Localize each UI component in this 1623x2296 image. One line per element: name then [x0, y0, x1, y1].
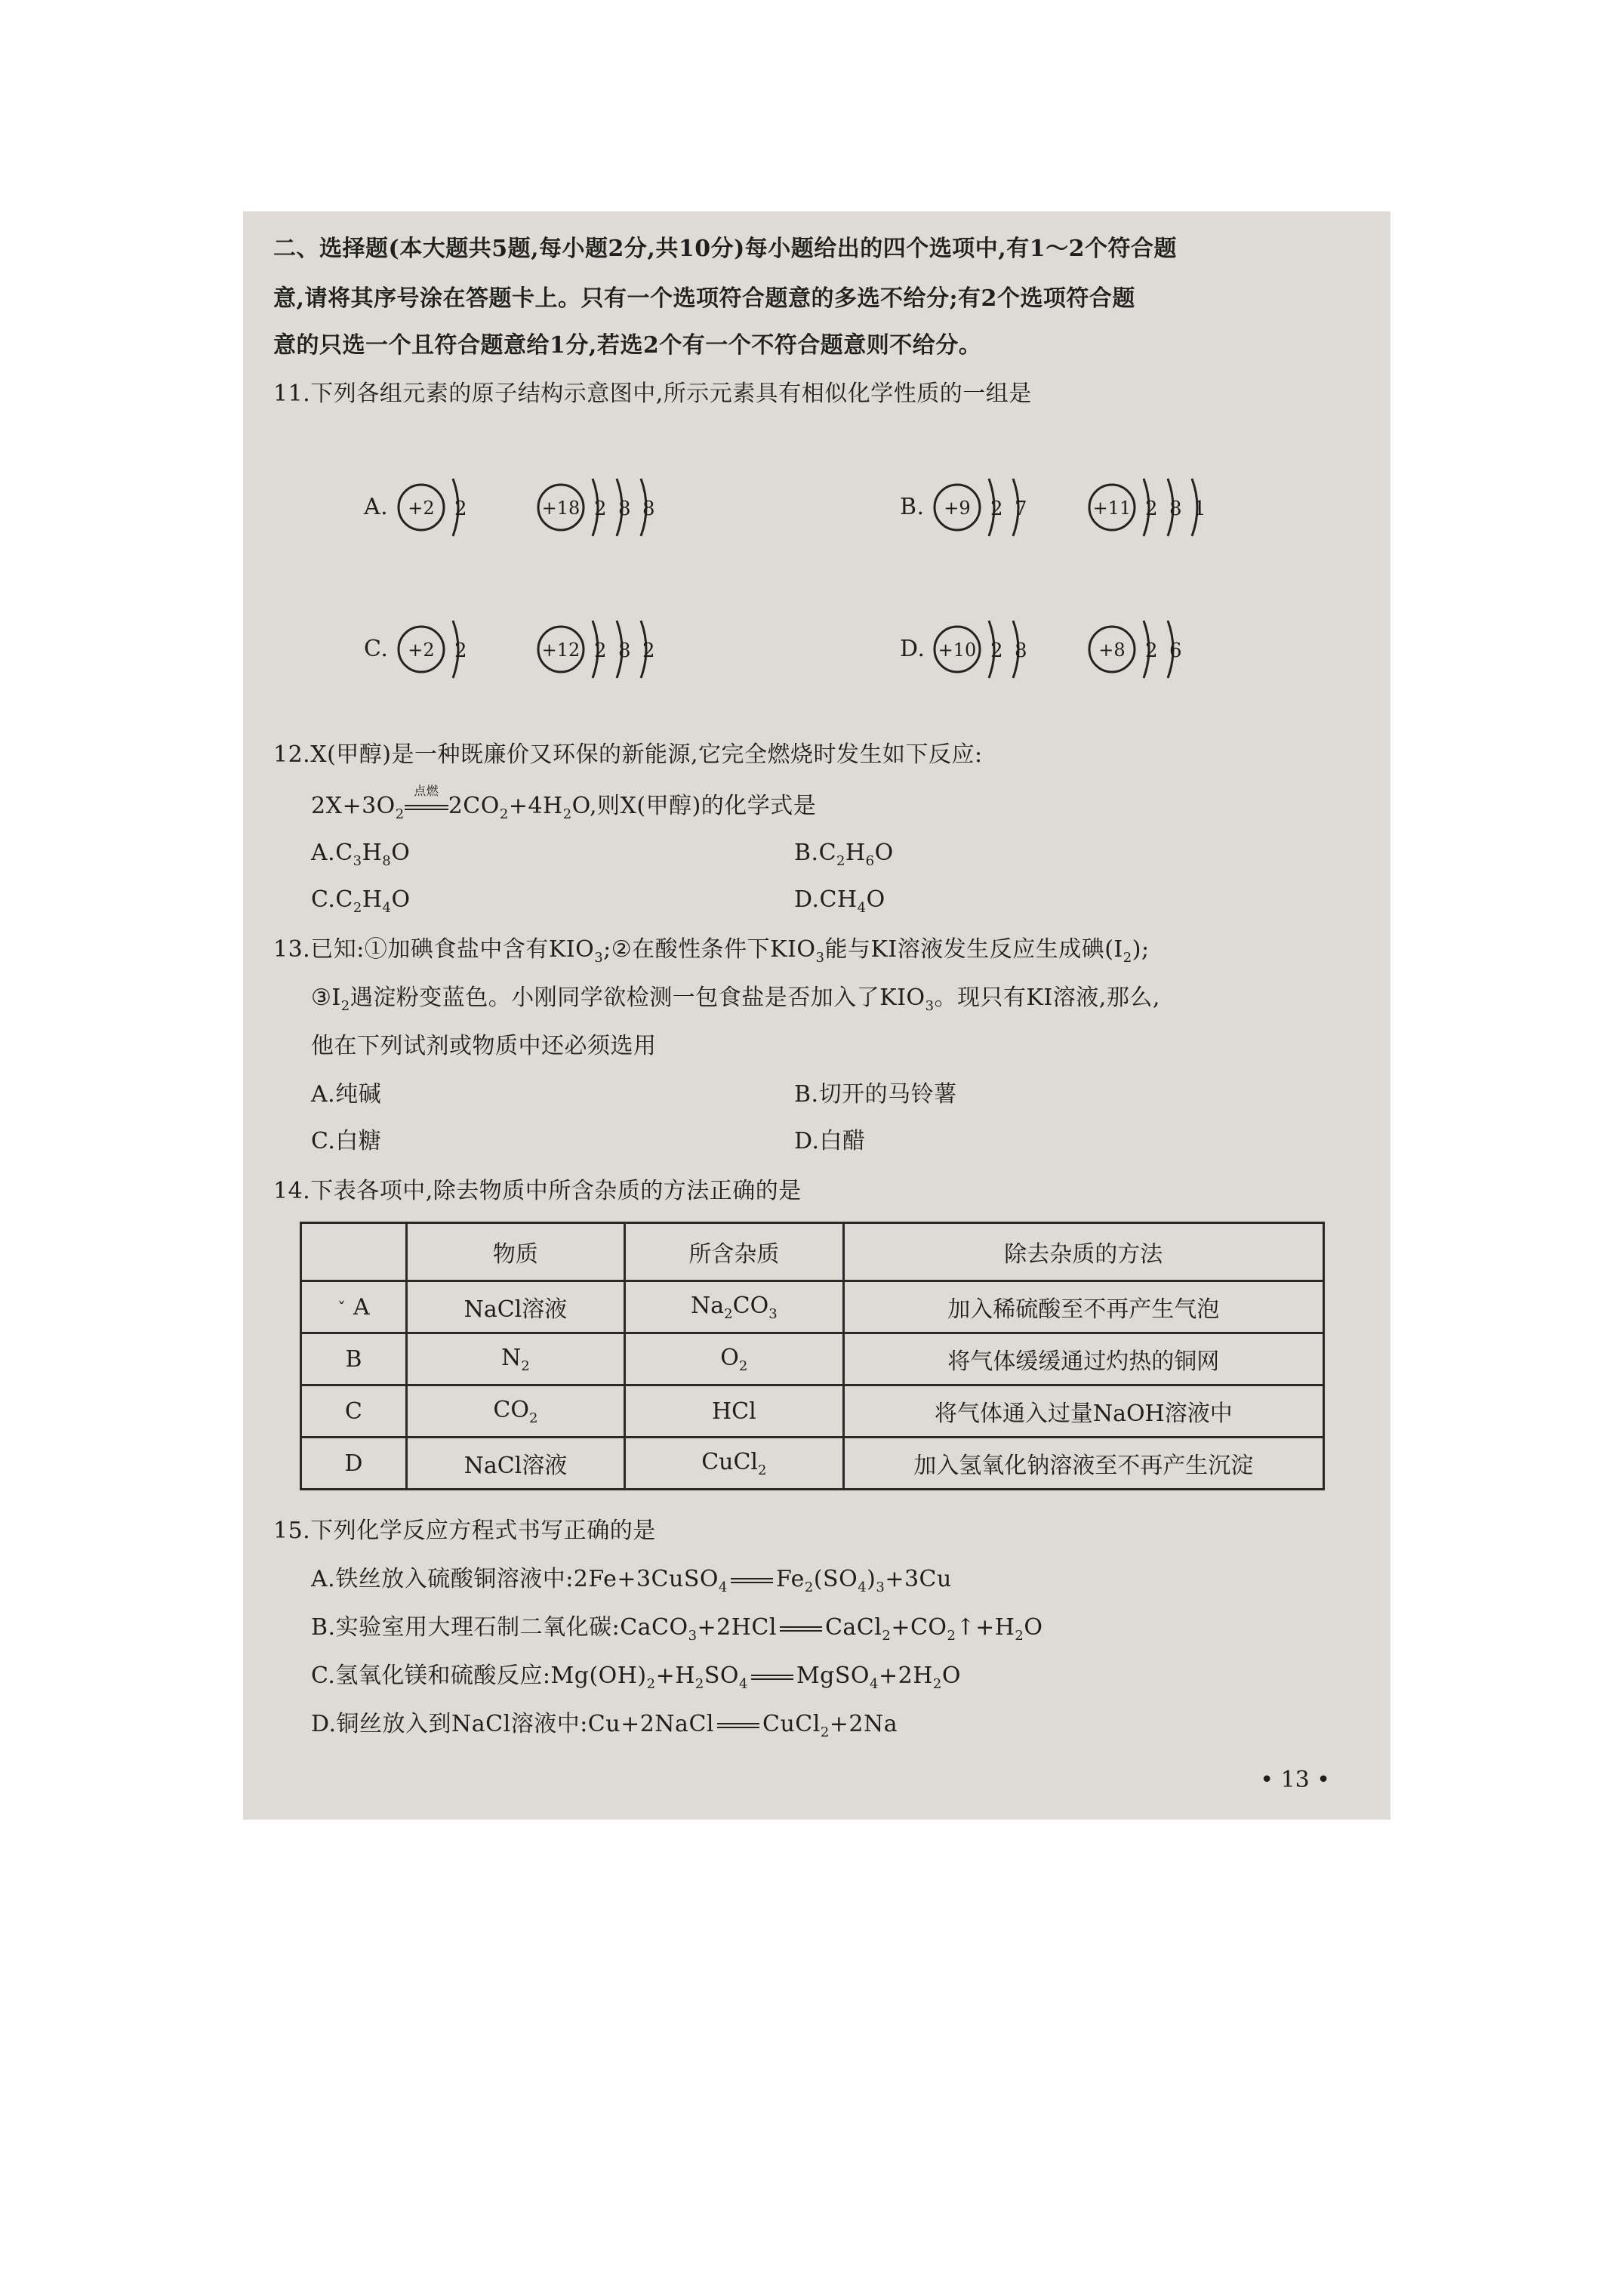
nucleus-charge: +8 [1098, 639, 1126, 661]
nucleus-charge: +11 [1092, 498, 1132, 519]
table-header-cell [301, 1223, 407, 1281]
electron-count: 2 [642, 639, 655, 662]
question-15-option-c: C.氢氧化镁和硫酸反应$:Mg(OH)_2+H_2SO_4$ $MgSO_4+2H_2O$ [311, 1663, 961, 1692]
question-13-line-1: 13.已知:①加碘食盐中含有$KIO_3;②$在酸性条件下$KIO_3$能与KI溶液发生反应生成碘$(I_2)$; [273, 936, 1150, 966]
atom-structure-diagram [1085, 604, 1201, 695]
substance-cell: NaCl溶液 [406, 1438, 624, 1490]
question-11-stem: 11.下列各组元素的原子结构示意图中,所示元素具有相似化学性质的一组是 [273, 381, 1032, 407]
electron-count: 2 [454, 498, 467, 520]
table-row [301, 1385, 1324, 1438]
question-13-line-3: 他在下列试剂或物质中还必须选用 [311, 1033, 657, 1059]
row-id-cell: ˇ A [301, 1281, 407, 1333]
atom-structure-diagram [534, 604, 674, 695]
question-13-option-c: C.白糖 [311, 1128, 382, 1154]
question-15-option-a: A.铁丝放入硫酸铜溶液中:2Fe+3CuSO$_4$ $Fe_2(SO_4)_3+3Cu$ [311, 1566, 952, 1595]
question-12-option-c: $C.C_2H_4O$ [311, 886, 411, 916]
question-13-option-b: B.切开的马铃薯 [794, 1081, 957, 1108]
method-cell: 加入氢氧化钠溶液至不再产生沉淀 [843, 1438, 1323, 1490]
table-row [301, 1438, 1324, 1490]
question-12-option-b: $B.C_2H_6O$ [794, 840, 894, 869]
page-number: • 13 • [1260, 1767, 1330, 1793]
electron-count: 2 [1145, 639, 1158, 662]
table-row [301, 1281, 1324, 1333]
question-11-option-label: D. [900, 636, 925, 662]
electron-count: 8 [1015, 639, 1027, 662]
electron-count: 2 [594, 639, 607, 662]
electron-count: 8 [1169, 498, 1182, 520]
electron-count: 8 [618, 639, 631, 662]
table-header-row [301, 1223, 1324, 1281]
atom-structure-diagram [930, 462, 1046, 553]
section-header-line-2: 意,请将其序号涂在答题卡上。只有一个选项符合题意的多选不给分;有2个选项符合题 [273, 285, 1135, 312]
question-15-option-b: B.实验室用大理石制二氧化碳:CaCO$_3$+2HCl $CaCl_2+CO_2↑+H_2O$ [311, 1614, 1043, 1644]
electron-count: 2 [990, 639, 1003, 662]
table-header-cell: 所含杂质 [625, 1223, 843, 1281]
electron-count: 2 [594, 498, 607, 520]
row-id-cell: C [301, 1385, 407, 1438]
scanned-page [243, 211, 1390, 1820]
electron-count: 8 [642, 498, 655, 520]
electron-count: 7 [1015, 498, 1027, 520]
question-15-option-d: D.铜丝放入到NaCl溶液中:Cu+2NaCl CuCl$_2$+2Na [311, 1711, 898, 1740]
question-11-option-label: B. [900, 494, 925, 520]
question-12-stem: 12.X(甲醇)是一种既廉价又环保的新能源,它完全燃烧时发生如下反应: [273, 741, 983, 768]
atom-structure-diagram [394, 462, 486, 553]
equation-condition: 点燃 [414, 784, 439, 798]
question-13-option-d: D.白醋 [794, 1128, 866, 1154]
substance-cell: $CO_2$ [406, 1385, 624, 1438]
impurity-table [300, 1222, 1325, 1490]
electron-count: 2 [1145, 498, 1158, 520]
question-12-option-d: $D.CH_4O$ [794, 886, 885, 916]
method-cell: 加入稀硫酸至不再产生气泡 [843, 1281, 1323, 1333]
table-header-cell: 物质 [406, 1223, 624, 1281]
question-13-option-a: A.纯碱 [311, 1081, 382, 1108]
question-11-option-label: A. [364, 494, 389, 520]
row-id-cell: B [301, 1333, 407, 1385]
nucleus-charge: +2 [408, 498, 435, 519]
question-14-stem: 14.下表各项中,除去物质中所含杂质的方法正确的是 [273, 1178, 802, 1204]
impurity-cell: $Na_2CO_3$ [625, 1281, 843, 1333]
question-12-option-a: $A.C_3H_8O$ [311, 840, 411, 869]
question-12-equation: $2X+3O_2$ 点燃 $2CO_2+4H_2O$,则X(甲醇)的化学式是 [311, 791, 816, 830]
substance-cell: $N_2$ [406, 1333, 624, 1385]
nucleus-charge: +12 [541, 639, 581, 661]
electron-count: 6 [1169, 639, 1182, 662]
nucleus-charge: +18 [541, 498, 581, 519]
row-id-cell: D [301, 1438, 407, 1490]
impurity-cell: HCl [625, 1385, 843, 1438]
electron-count: 1 [1193, 498, 1206, 520]
section-header-line-3: 意的只选一个且符合题意给1分,若选2个有一个不符合题意则不给分。 [273, 332, 982, 359]
nucleus-charge: +10 [938, 639, 977, 661]
question-15-stem: 15.下列化学反应方程式书写正确的是 [273, 1518, 656, 1544]
table-row [301, 1333, 1324, 1385]
impurity-cell: $O_2$ [625, 1333, 843, 1385]
electron-count: 8 [618, 498, 631, 520]
atom-structure-diagram [1085, 462, 1225, 553]
question-13-line-2: $③I_2$遇淀粉变蓝色。小刚同学欲检测一包食盐是否加入了$KIO_3$。现只有KI溶液,那么, [311, 985, 1160, 1014]
atom-structure-diagram [930, 604, 1046, 695]
atom-structure-diagram [394, 604, 486, 695]
impurity-cell: CuCl$_2$ [625, 1438, 843, 1490]
electron-count: 2 [990, 498, 1003, 520]
method-cell: 将气体通入过量NaOH溶液中 [843, 1385, 1323, 1438]
question-11-option-label: C. [364, 636, 389, 662]
atom-structure-diagram [534, 462, 674, 553]
electron-count: 2 [454, 639, 467, 662]
section-header-line-1: 二、选择题(本大题共5题,每小题2分,共10分)每小题给出的四个选项中,有1～2个符合题 [273, 236, 1177, 262]
nucleus-charge: +2 [408, 639, 435, 661]
nucleus-charge: +9 [944, 498, 971, 519]
substance-cell: NaCl溶液 [406, 1281, 624, 1333]
method-cell: 将气体缓缓通过灼热的铜网 [843, 1333, 1323, 1385]
table-header-cell: 除去杂质的方法 [843, 1223, 1323, 1281]
